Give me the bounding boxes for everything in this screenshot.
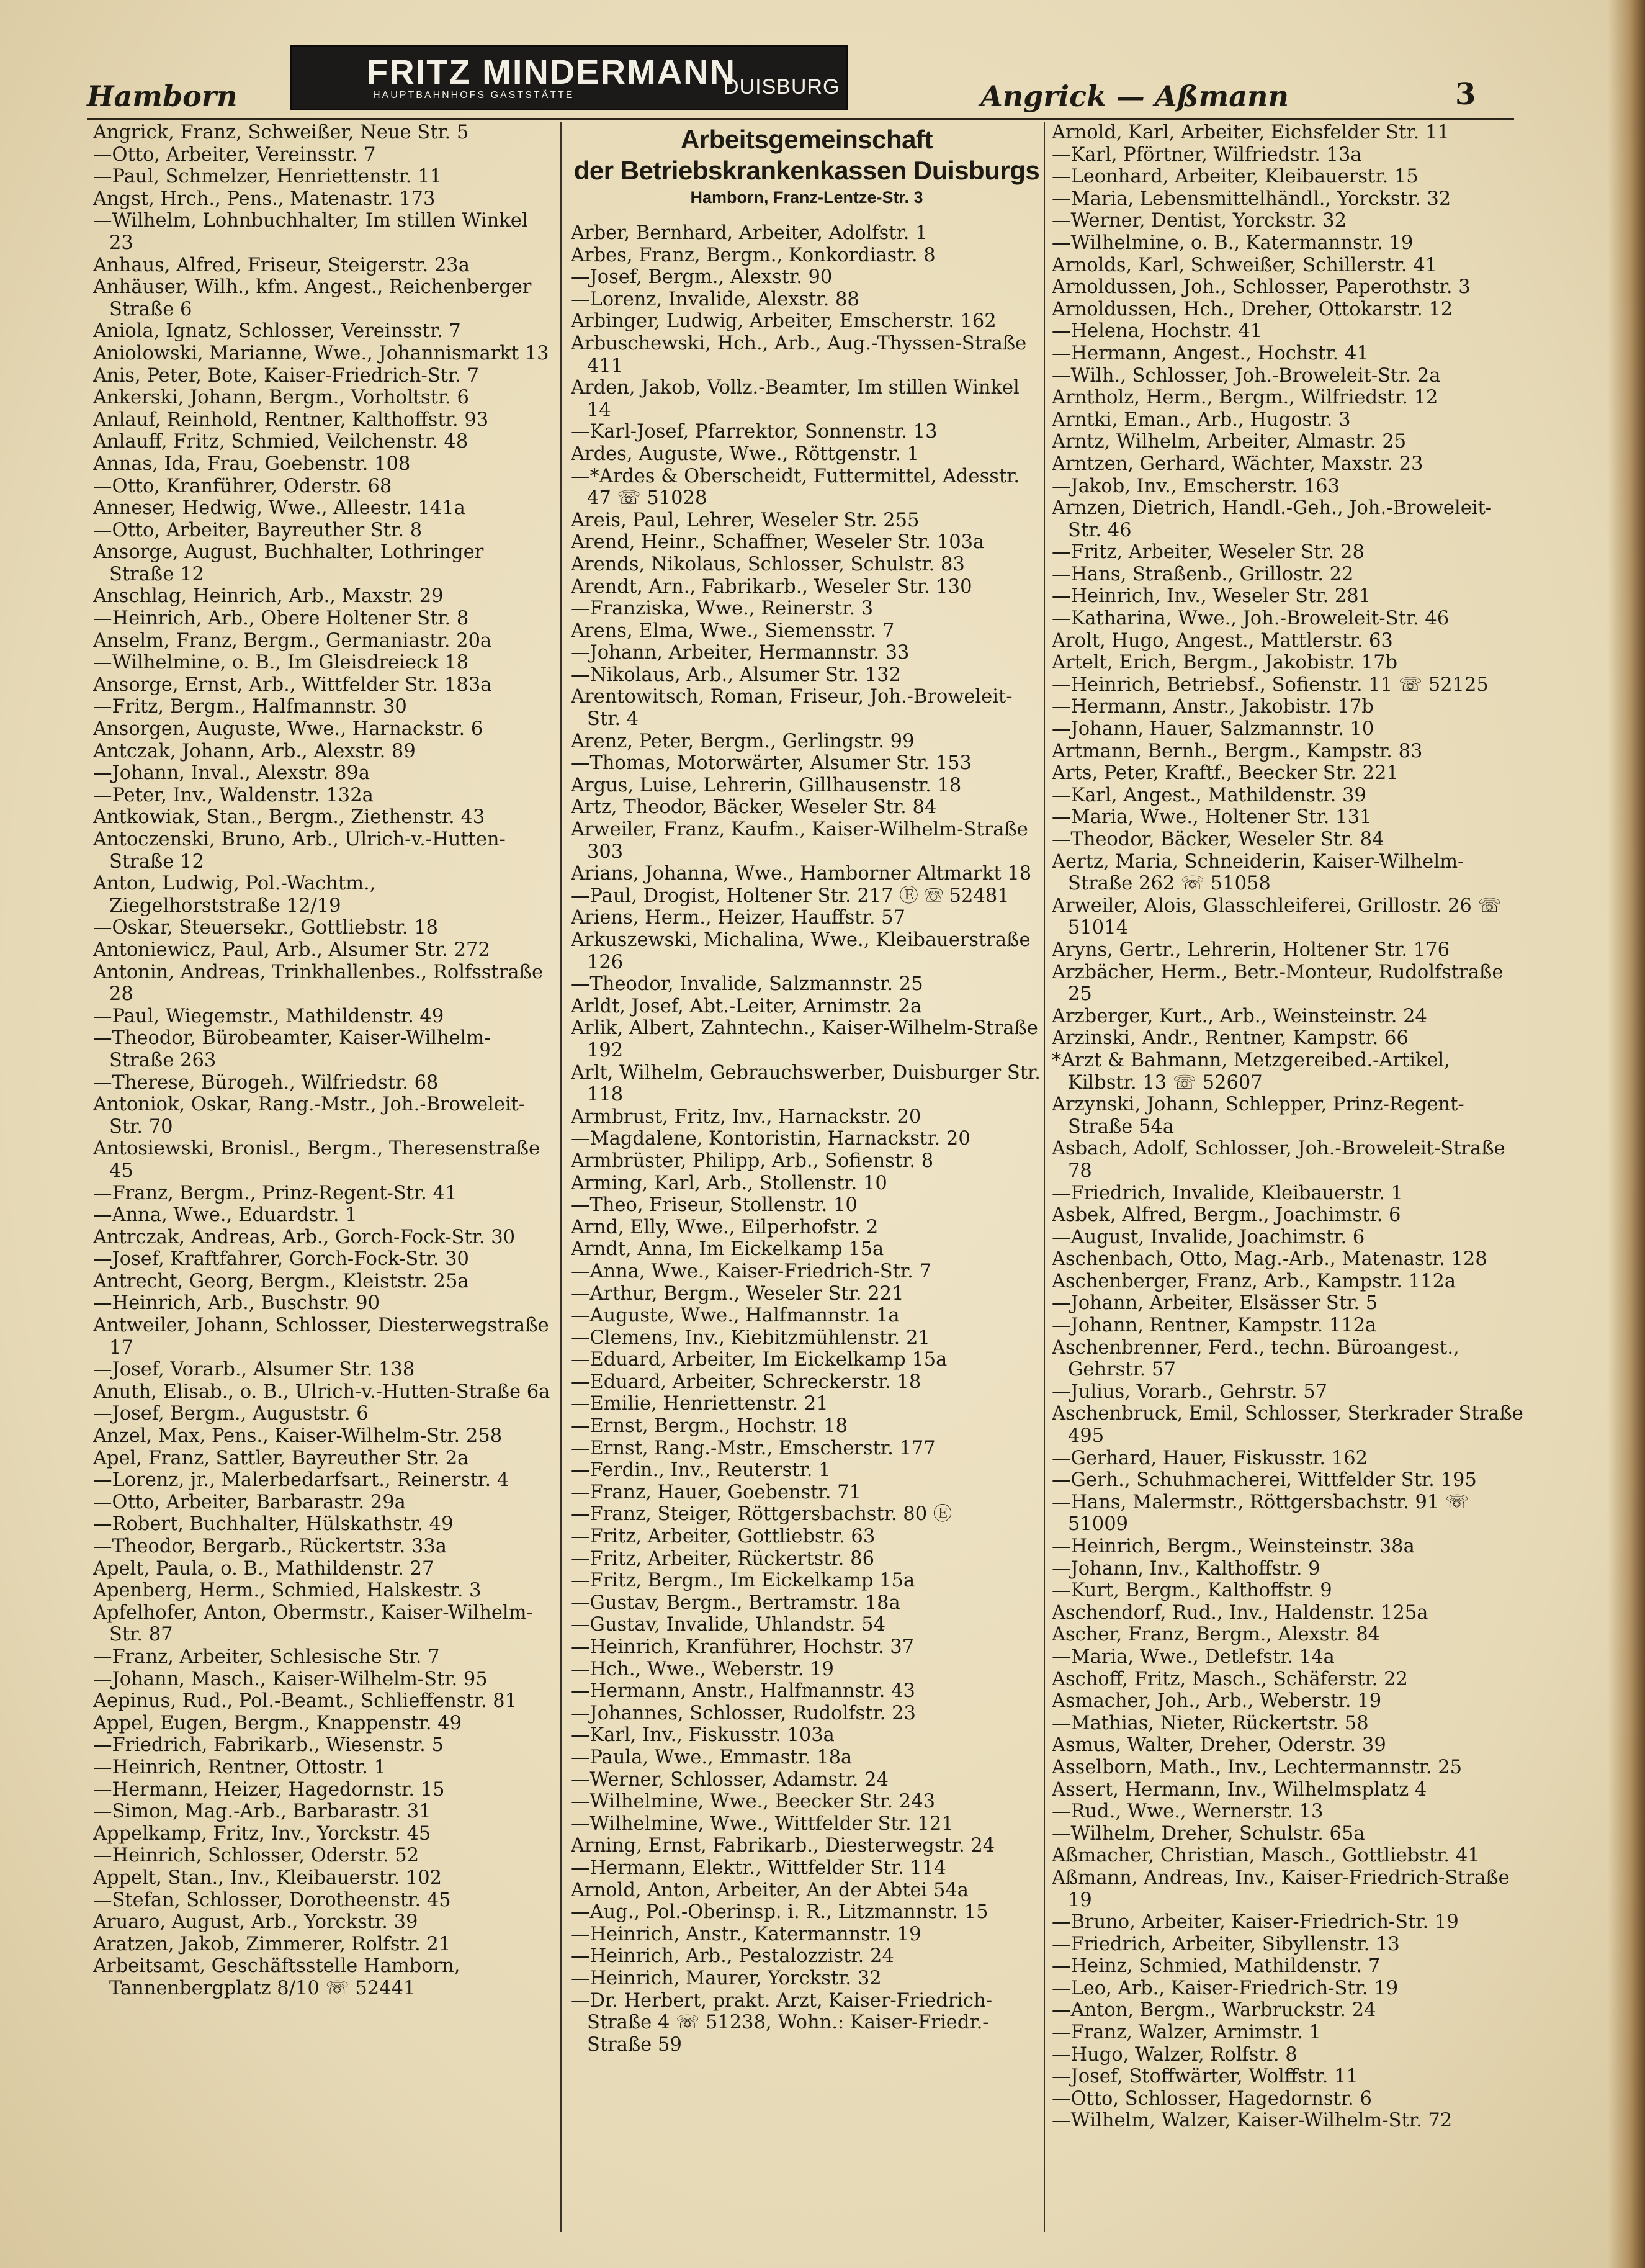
ad-subline: HAUPTBAHNHOFS GASTSTÄTTE — [373, 90, 575, 101]
directory-entry: Appelt, Stan., Inv., Kleibauerstr. 102 — [93, 1866, 442, 1889]
directory-entry: —Otto, Arbeiter, Barbarastr. 29a — [93, 1491, 406, 1513]
directory-entry: —Wilhelm, Walzer, Kaiser-Wilhelm-Str. 72 — [1052, 2110, 1453, 2132]
directory-entry: —Friedrich, Arbeiter, Sibyllenstr. 13 — [1052, 1933, 1400, 1955]
directory-entry: Aepinus, Rud., Pol.-Beamt., Schlieffenstr. 81 — [93, 1690, 518, 1712]
directory-entry: Arzinski, Andr., Rentner, Kampstr. 66 — [1052, 1027, 1409, 1050]
directory-entry: —Theodor, Invalide, Salzmannstr. 25 — [571, 973, 923, 996]
directory-entry: Anuth, Elisab., o. B., Ulrich-v.-Hutten-Straße 6a — [93, 1380, 550, 1403]
directory-entry: Arndt, Anna, Im Eickelkamp 15a — [571, 1238, 884, 1261]
directory-entry: Argus, Luise, Lehrerin, Gillhausenstr. 18 — [571, 774, 962, 796]
directory-entry: —Wilh., Schlosser, Joh.-Broweleit-Str. 2a — [1052, 364, 1441, 387]
directory-entry: Antosiewski, Bronisl., Bergm., Theresenstraße 45 — [93, 1138, 540, 1182]
directory-entry: Arendt, Arn., Fabrikarb., Weseler Str. 130 — [571, 575, 972, 598]
directory-entry: —Ernst, Rang.-Mstr., Emscherstr. 177 — [571, 1437, 936, 1459]
directory-entry: —Werner, Schlosser, Adamstr. 24 — [571, 1768, 889, 1791]
directory-entry: Artmann, Bernh., Bergm., Kampstr. 83 — [1052, 740, 1423, 762]
directory-entry: Arbes, Franz, Bergm., Konkordiastr. 8 — [571, 244, 936, 266]
directory-entry: Anzel, Max, Pens., Kaiser-Wilhelm-Str. 258 — [93, 1425, 503, 1447]
column-1 — [93, 122, 552, 2244]
directory-entry: —Johann, Inval., Alexstr. 89a — [93, 762, 370, 785]
directory-entry: Ansorge, August, Buchhalter, Lothringer Straße 12 — [93, 541, 484, 585]
directory-entry: Antczak, Johann, Arb., Alexstr. 89 — [93, 740, 416, 762]
directory-entry: —Peter, Inv., Waldenstr. 132a — [93, 784, 374, 806]
directory-entry: —Auguste, Wwe., Halfmannstr. 1a — [571, 1305, 900, 1327]
directory-entry: —Karl, Inv., Fiskusstr. 103a — [571, 1724, 835, 1747]
directory-entry: Aschendorf, Rud., Inv., Haldenstr. 125a — [1052, 1601, 1428, 1624]
directory-entry: —Karl, Pförtner, Wilfriedstr. 13a — [1052, 143, 1362, 166]
directory-entry: Arnolds, Karl, Schweißer, Schillerstr. 41 — [1052, 254, 1438, 276]
directory-entry: —Eduard, Arbeiter, Im Eickelkamp 15a — [571, 1349, 948, 1371]
directory-entry: *Arzt & Bahmann, Metzgereibed.-Artikel, Kilbstr. 13 ☏ 52607 — [1052, 1049, 1451, 1094]
directory-entry: Apel, Franz, Sattler, Bayreuther Str. 2a — [93, 1447, 469, 1469]
directory-entry: Aertz, Maria, Schneiderin, Kaiser-Wilhelm-Straße 262 ☏ 51058 — [1052, 850, 1464, 895]
directory-entry: Arnoldussen, Hch., Dreher, Ottokarstr. 12 — [1052, 298, 1453, 320]
directory-entry: —Theodor, Bergarb., Rückertstr. 33a — [93, 1536, 447, 1557]
directory-entry: —Paula, Wwe., Emmastr. 18a — [571, 1746, 853, 1768]
column-2 — [571, 122, 1042, 2244]
notice-address: Hamborn, Franz-Lentze-Str. 3 — [690, 188, 923, 207]
directory-entry: —Anna, Wwe., Kaiser-Friedrich-Str. 7 — [571, 1260, 931, 1282]
directory-entry: Arnzen, Dietrich, Handl.-Geh., Joh.-Broweleit-Str. 46 — [1052, 497, 1492, 541]
directory-entry: Aßmann, Andreas, Inv., Kaiser-Friedrich-Straße 19 — [1052, 1866, 1510, 1911]
directory-entry: Artelt, Erich, Bergm., Jakobistr. 17b — [1052, 652, 1397, 674]
directory-entry: —Oskar, Steuersekr., Gottliebstr. 18 — [93, 917, 439, 939]
directory-entry: —Johann, Masch., Kaiser-Wilhelm-Str. 95 — [93, 1668, 488, 1690]
directory-entry: —Hermann, Elektr., Wittfelder Str. 114 — [571, 1856, 946, 1879]
directory-entry: Antrecht, Georg, Bergm., Kleiststr. 25a — [93, 1270, 469, 1292]
directory-entry: —Heinrich, Anstr., Katermannstr. 19 — [571, 1923, 921, 1945]
directory-entry: —Hans, Malermstr., Röttgersbachstr. 91 ☏ 51009 — [1052, 1491, 1469, 1536]
directory-entry: Arweiler, Alois, Glasschleiferei, Grillostr. 26 ☏ 51014 — [1052, 894, 1502, 939]
directory-entry: —Thomas, Motorwärter, Alsumer Str. 153 — [571, 752, 972, 775]
header-left-title: Hamborn — [87, 79, 238, 113]
directory-entry: Arntz, Wilhelm, Arbeiter, Almastr. 25 — [1052, 431, 1407, 453]
directory-entry: —Heinrich, Maurer, Yorckstr. 32 — [571, 1967, 882, 1989]
directory-entry: —Heinrich, Kranführer, Hochstr. 37 — [571, 1636, 915, 1658]
directory-entry: Aschenbach, Otto, Mag.-Arb., Matenastr. 128 — [1052, 1248, 1487, 1271]
directory-entry: —Dr. Herbert, prakt. Arzt, Kaiser-Friedrich-Straße 4 ☏ 51238, Wohn.: Kaiser-Friedr.-Straße 59 — [571, 1989, 993, 2056]
directory-entry: —Heinrich, Rentner, Ottostr. 1 — [93, 1756, 387, 1778]
directory-entry: —Maria, Wwe., Detlefstr. 14a — [1052, 1645, 1335, 1668]
directory-entry: Arends, Nikolaus, Schlosser, Schulstr. 83 — [571, 553, 965, 575]
directory-entry: —Josef, Bergm., Alexstr. 90 — [571, 266, 833, 289]
directory-entry: Arenz, Peter, Bergm., Gerlingstr. 99 — [571, 730, 915, 752]
directory-entry: —Wilhelmine, Wwe., Beecker Str. 243 — [571, 1791, 936, 1813]
directory-entry: —Werner, Dentist, Yorckstr. 32 — [1052, 210, 1347, 232]
directory-entry: —Katharina, Wwe., Joh.-Broweleit-Str. 46 — [1052, 608, 1450, 630]
directory-entry: Arlt, Wilhelm, Gebrauchswerber, Duisburger Str. 118 — [571, 1061, 1041, 1106]
directory-entry: Ansorgen, Auguste, Wwe., Harnackstr. 6 — [93, 718, 483, 740]
header-right-title: Angrick — Aßmann — [980, 79, 1289, 113]
directory-entry: Antonin, Andreas, Trinkhallenbes., Rolfsstraße 28 — [93, 961, 544, 1006]
directory-entry: Arning, Ernst, Fabrikarb., Diesterwegstr. 24 — [571, 1835, 995, 1857]
directory-entry: Asbek, Alfred, Bergm., Joachimstr. 6 — [1052, 1204, 1401, 1226]
directory-entry: Anhaus, Alfred, Friseur, Steigerstr. 23a — [93, 254, 470, 276]
directory-entry: Aruaro, August, Arb., Yorckstr. 39 — [93, 1911, 418, 1933]
directory-entry: Ansorge, Ernst, Arb., Wittfelder Str. 183a — [93, 673, 492, 696]
directory-entry: Anis, Peter, Bote, Kaiser-Friedrich-Str. 7 — [93, 364, 479, 387]
directory-entry: Anneser, Hedwig, Wwe., Alleestr. 141a — [93, 497, 465, 520]
directory-entry: Antweiler, Johann, Schlosser, Diesterwegstraße 17 — [93, 1315, 549, 1359]
column-divider — [1044, 122, 1045, 2232]
directory-entry: —Maria, Lebensmittelhändl., Yorckstr. 32 — [1052, 187, 1451, 210]
directory-entry: —Emilie, Henriettenstr. 21 — [571, 1393, 828, 1415]
directory-entry: —Josef, Vorarb., Alsumer Str. 138 — [93, 1359, 415, 1381]
directory-entry: Ardes, Auguste, Wwe., Röttgenstr. 1 — [571, 443, 919, 465]
directory-entry: —Wilhelm, Lohnbuchhalter, Im stillen Winkel 23 — [93, 210, 528, 254]
advertisement-banner — [290, 45, 848, 110]
directory-entry: —Franz, Bergm., Prinz-Regent-Str. 41 — [93, 1182, 457, 1204]
directory-entry: —Heinrich, Inv., Weseler Str. 281 — [1052, 585, 1371, 608]
directory-entry: —Heinrich, Betriebsf., Sofienstr. 11 ☏ 52125 — [1052, 673, 1489, 696]
directory-entry: Arzberger, Kurt., Arb., Weinsteinstr. 24 — [1052, 1005, 1427, 1027]
directory-entry: Arntzen, Gerhard, Wächter, Maxstr. 23 — [1052, 452, 1423, 475]
directory-entry: —Otto, Arbeiter, Bayreuther Str. 8 — [93, 519, 423, 541]
ad-brand: FRITZ MINDERMANN — [367, 52, 737, 91]
directory-entry: —Hermann, Anstr., Halfmannstr. 43 — [571, 1680, 915, 1703]
notice-subtitle: der Betriebskrankenkassen Duisburgs — [573, 156, 1040, 185]
directory-entry: —Heinrich, Schlosser, Oderstr. 52 — [93, 1845, 419, 1867]
directory-entry: Aniolowski, Marianne, Wwe., Johannismarkt 13 — [93, 342, 549, 364]
directory-entry: —Julius, Vorarb., Gehrstr. 57 — [1052, 1380, 1328, 1403]
directory-entry: —Fritz, Bergm., Halfmannstr. 30 — [93, 696, 407, 718]
directory-entry: Arzynski, Johann, Schlepper, Prinz-Regent-Straße 54a — [1052, 1094, 1464, 1138]
directory-entry: Apelt, Paula, o. B., Mathildenstr. 27 — [93, 1557, 434, 1580]
directory-entry: Arbuschewski, Hch., Arb., Aug.-Thyssen-Straße 411 — [571, 332, 1027, 377]
directory-entry: Antoniok, Oskar, Rang.-Mstr., Joh.-Broweleit-Str. 70 — [93, 1094, 526, 1138]
directory-entry: Armbrust, Fritz, Inv., Harnackstr. 20 — [571, 1105, 921, 1128]
directory-entry: —Wilhelm, Dreher, Schulstr. 65a — [1052, 1822, 1365, 1845]
directory-entry: Artz, Theodor, Bäcker, Weseler Str. 84 — [571, 796, 937, 819]
column-divider — [560, 122, 562, 2232]
directory-entry: Arolt, Hugo, Angest., Mattlerstr. 63 — [1052, 629, 1393, 652]
directory-entry: —Franz, Arbeiter, Schlesische Str. 7 — [93, 1645, 440, 1668]
directory-entry: —Wilhelmine, o. B., Im Gleisdreieck 18 — [93, 652, 469, 674]
directory-entry: —Paul, Drogist, Holtener Str. 217 Ⓔ ☏ 52481 — [571, 884, 1010, 907]
directory-entry: Arbeitsamt, Geschäftsstelle Hamborn, Tannenbergplatz 8/10 ☏ 52441 — [93, 1955, 460, 1999]
directory-entry: Aschenbruck, Emil, Schlosser, Sterkrader Straße 495 — [1052, 1403, 1523, 1447]
directory-entry: Aniola, Ignatz, Schlosser, Vereinsstr. 7 — [93, 320, 461, 343]
directory-entry: Arntki, Eman., Arb., Hugostr. 3 — [1052, 408, 1351, 431]
directory-entry: —August, Invalide, Joachimstr. 6 — [1052, 1226, 1365, 1248]
directory-entry: —Paul, Schmelzer, Henriettenstr. 11 — [93, 166, 442, 188]
directory-entry: Asselborn, Math., Inv., Lechtermannstr. 25 — [1052, 1756, 1463, 1778]
directory-entry: —Josef, Stoffwärter, Wolffstr. 11 — [1052, 2066, 1358, 2088]
directory-entry: —Theodor, Bäcker, Weseler Str. 84 — [1052, 829, 1384, 850]
column-3 — [1052, 122, 1523, 2244]
directory-entry: —Otto, Kranführer, Oderstr. 68 — [93, 475, 392, 497]
directory-entry: —Johann, Arbeiter, Elsässer Str. 5 — [1052, 1292, 1378, 1315]
directory-entry: Aschoff, Fritz, Masch., Schäferstr. 22 — [1052, 1668, 1408, 1690]
notice-box — [571, 122, 1042, 209]
directory-entry: —Fritz, Arbeiter, Weseler Str. 28 — [1052, 541, 1365, 564]
directory-entry: Armbrüster, Philipp, Arb., Sofienstr. 8 — [571, 1150, 934, 1172]
directory-entry: —Arthur, Bergm., Weseler Str. 221 — [571, 1282, 904, 1305]
directory-entry: —Gustav, Invalide, Uhlandstr. 54 — [571, 1614, 885, 1636]
directory-entry: —Gerh., Schuhmacherei, Wittfelder Str. 195 — [1052, 1469, 1477, 1492]
directory-entry: —Otto, Schlosser, Hagedornstr. 6 — [1052, 2087, 1372, 2110]
directory-entry: —Aug., Pol.-Oberinsp. i. R., Litzmannstr. 15 — [571, 1901, 988, 1924]
directory-entry: —Anna, Wwe., Eduardstr. 1 — [93, 1204, 357, 1226]
directory-entry: —Friedrich, Fabrikarb., Wiesenstr. 5 — [93, 1734, 444, 1757]
directory-entry: Anselm, Franz, Bergm., Germaniastr. 20a — [93, 629, 492, 652]
directory-entry: Antoczenski, Bruno, Arb., Ulrich-v.-Hutten-Straße 12 — [93, 829, 506, 873]
directory-entry: —Mathias, Nieter, Rückertstr. 58 — [1052, 1712, 1369, 1734]
directory-entry: —Hch., Wwe., Weberstr. 19 — [571, 1658, 834, 1680]
directory-entry: Arweiler, Franz, Kaufm., Kaiser-Wilhelm-Straße 303 — [571, 819, 1028, 863]
directory-entry: —Magdalene, Kontoristin, Harnackstr. 20 — [571, 1128, 970, 1150]
directory-entry: —Johannes, Schlosser, Rudolfstr. 23 — [571, 1702, 916, 1724]
directory-entry: —Hermann, Anstr., Jakobistr. 17b — [1052, 696, 1374, 718]
directory-entry: Arentowitsch, Roman, Friseur, Joh.-Broweleit-Str. 4 — [571, 686, 1013, 731]
notice-title: Arbeitsgemeinschaft — [681, 125, 933, 154]
directory-entry: —Jakob, Inv., Emscherstr. 163 — [1052, 475, 1340, 497]
directory-entry: —Hermann, Angest., Hochstr. 41 — [1052, 342, 1369, 364]
directory-entry: Areis, Paul, Lehrer, Weseler Str. 255 — [571, 509, 920, 531]
directory-entry: Arbinger, Ludwig, Arbeiter, Emscherstr. 162 — [571, 310, 997, 333]
directory-entry: Arnold, Karl, Arbeiter, Eichsfelder Str. 11 — [1052, 122, 1450, 143]
directory-entry: —Josef, Kraftfahrer, Gorch-Fock-Str. 30 — [93, 1248, 469, 1271]
directory-entry: Arts, Peter, Kraftf., Beecker Str. 221 — [1052, 762, 1399, 785]
directory-entry: —Karl-Josef, Pfarrektor, Sonnenstr. 13 — [571, 421, 938, 443]
directory-entry: —Clemens, Inv., Kiebitzmühlenstr. 21 — [571, 1326, 930, 1349]
directory-entry: —*Ardes & Oberscheidt, Futtermittel, Adesstr. 47 ☏ 51028 — [571, 465, 1020, 510]
directory-entry: —Johann, Rentner, Kampstr. 112a — [1052, 1315, 1377, 1337]
directory-entry: —Lorenz, jr., Malerbedarfsart., Reinerstr. 4 — [93, 1469, 509, 1492]
directory-entry: Antkowiak, Stan., Bergm., Ziethenstr. 43 — [93, 806, 485, 829]
directory-entry: Anlauff, Fritz, Schmied, Veilchenstr. 48 — [93, 431, 468, 453]
directory-entry: —Fritz, Arbeiter, Rückertstr. 86 — [571, 1547, 874, 1570]
directory-entry: Anschlag, Heinrich, Arb., Maxstr. 29 — [93, 585, 444, 608]
directory-entry: Arkuszewski, Michalina, Wwe., Kleibauerstraße 126 — [571, 929, 1031, 973]
column-2-entries — [571, 222, 1042, 2056]
page-binding-edge — [1608, 0, 1645, 2268]
directory-entry: Appel, Eugen, Bergm., Knappenstr. 49 — [93, 1712, 462, 1734]
directory-entry: Arnoldussen, Joh., Schlosser, Paperothstr. 3 — [1052, 276, 1471, 299]
directory-entry: —Helena, Hochstr. 41 — [1052, 320, 1263, 343]
directory-entry: —Heinz, Schmied, Mathildenstr. 7 — [1052, 1955, 1381, 1978]
directory-entry: —Wilhelmine, Wwe., Wittfelder Str. 121 — [571, 1812, 954, 1835]
directory-entry: —Lorenz, Invalide, Alexstr. 88 — [571, 288, 859, 310]
directory-entry: Arlik, Albert, Zahntechn., Kaiser-Wilhelm-Straße 192 — [571, 1017, 1038, 1061]
directory-entry: —Franz, Walzer, Arnimstr. 1 — [1052, 2022, 1321, 2044]
directory-entry: —Ernst, Bergm., Hochstr. 18 — [571, 1415, 848, 1438]
directory-entry: —Johann, Hauer, Salzmannstr. 10 — [1052, 718, 1374, 740]
directory-entry: —Johann, Arbeiter, Hermannstr. 33 — [571, 642, 910, 664]
directory-entry: —Heinrich, Bergm., Weinsteinstr. 38a — [1052, 1536, 1415, 1557]
directory-entry: Arber, Bernhard, Arbeiter, Adolfstr. 1 — [571, 222, 928, 244]
directory-entry: Angrick, Franz, Schweißer, Neue Str. 5 — [93, 122, 469, 143]
directory-entry: Aryns, Gertr., Lehrerin, Holtener Str. 176 — [1052, 938, 1450, 961]
directory-entry: —Paul, Wiegemstr., Mathildenstr. 49 — [93, 1005, 444, 1027]
directory-entry: —Fritz, Bergm., Im Eickelkamp 15a — [571, 1570, 915, 1592]
directory-entry: —Therese, Bürogeh., Wilfriedstr. 68 — [93, 1071, 439, 1094]
directory-entry: Arnold, Anton, Arbeiter, An der Abtei 54a — [571, 1879, 969, 1901]
directory-entry: —Rud., Wwe., Wernerstr. 13 — [1052, 1801, 1324, 1823]
directory-entry: —Heinrich, Arb., Pestalozzistr. 24 — [571, 1945, 894, 1968]
directory-entry: —Leonhard, Arbeiter, Kleibauerstr. 15 — [1052, 166, 1419, 188]
directory-entry: —Kurt, Bergm., Kalthoffstr. 9 — [1052, 1580, 1332, 1602]
directory-entry: Anlauf, Reinhold, Rentner, Kalthoffstr. 93 — [93, 408, 489, 431]
directory-entry: Anhäuser, Wilh., kfm. Angest., Reichenberger Straße 6 — [93, 276, 532, 320]
directory-entry: Assert, Hermann, Inv., Wilhelmsplatz 4 — [1052, 1778, 1427, 1801]
directory-entry: —Franziska, Wwe., Reinerstr. 3 — [571, 598, 874, 620]
directory-entry: Aschenberger, Franz, Arb., Kampstr. 112a — [1052, 1270, 1456, 1292]
directory-entry: Arians, Johanna, Wwe., Hamborner Altmarkt 18 — [571, 863, 1032, 885]
directory-entry: —Maria, Wwe., Holtener Str. 131 — [1052, 806, 1372, 829]
directory-entry: —Karl, Angest., Mathildenstr. 39 — [1052, 784, 1366, 806]
directory-entry: —Hermann, Heizer, Hagedornstr. 15 — [93, 1778, 445, 1801]
directory-entry: Annas, Ida, Frau, Goebenstr. 108 — [93, 452, 411, 475]
directory-entry: —Hugo, Walzer, Rolfstr. 8 — [1052, 2043, 1298, 2066]
directory-entry: —Franz, Hauer, Goebenstr. 71 — [571, 1481, 861, 1503]
directory-entry: Arntholz, Herm., Bergm., Wilfriedstr. 12 — [1052, 387, 1438, 409]
directory-entry: —Heinrich, Arb., Buschstr. 90 — [93, 1292, 380, 1315]
directory-entry: Appelkamp, Fritz, Inv., Yorckstr. 45 — [93, 1822, 431, 1845]
directory-entry: —Gerhard, Hauer, Fiskusstr. 162 — [1052, 1447, 1368, 1469]
ad-city: DUISBURG — [724, 75, 840, 99]
directory-entry: Arzbächer, Herm., Betr.-Monteur, Rudolfstraße 25 — [1052, 961, 1504, 1006]
directory-entry: —Stefan, Schlosser, Dorotheenstr. 45 — [93, 1889, 451, 1911]
directory-entry: —Ferdin., Inv., Reuterstr. 1 — [571, 1459, 831, 1482]
directory-entry: Arend, Heinr., Schaffner, Weseler Str. 103a — [571, 531, 985, 554]
directory-entry: —Hans, Straßenb., Grillostr. 22 — [1052, 563, 1354, 585]
directory-entry: —Leo, Arb., Kaiser-Friedrich-Str. 19 — [1052, 1977, 1399, 1999]
directory-entry: —Gustav, Bergm., Bertramstr. 18a — [571, 1591, 900, 1614]
directory-entry: Anton, Ludwig, Pol.-Wachtm., Ziegelhorststraße 12/19 — [93, 873, 376, 917]
directory-entry: Aßmacher, Christian, Masch., Gottliebstr. 41 — [1052, 1845, 1480, 1867]
directory-entry: Ankerski, Johann, Bergm., Vorholtstr. 6 — [93, 387, 469, 409]
directory-entry: Angst, Hrch., Pens., Matenastr. 173 — [93, 187, 436, 210]
directory-entry: —Wilhelmine, o. B., Katermannstr. 19 — [1052, 232, 1414, 254]
directory-entry: Arnd, Elly, Wwe., Eilperhofstr. 2 — [571, 1216, 879, 1238]
directory-entry: —Johann, Inv., Kalthoffstr. 9 — [1052, 1557, 1320, 1580]
directory-entry: Asbach, Adolf, Schlosser, Joh.-Broweleit-Straße 78 — [1052, 1138, 1505, 1182]
directory-entry: —Theo, Friseur, Stollenstr. 10 — [571, 1194, 858, 1217]
directory-entry: —Robert, Buchhalter, Hülskathstr. 49 — [93, 1513, 454, 1536]
directory-entry: Aschenbrenner, Ferd., techn. Büroangest., Gehrstr. 57 — [1052, 1336, 1459, 1381]
directory-entry: —Franz, Steiger, Röttgersbachstr. 80 Ⓔ — [571, 1503, 952, 1526]
directory-entry: Aratzen, Jakob, Zimmerer, Rolfstr. 21 — [93, 1933, 451, 1955]
directory-entry: Arldt, Josef, Abt.-Leiter, Arnimstr. 2a — [571, 995, 922, 1017]
directory-entry: Arming, Karl, Arb., Stollenstr. 10 — [571, 1172, 887, 1194]
directory-entry: —Josef, Bergm., Auguststr. 6 — [93, 1403, 369, 1425]
directory-entry: —Nikolaus, Arb., Alsumer Str. 132 — [571, 664, 901, 686]
page-number: 3 — [1455, 77, 1476, 112]
directory-entry: —Heinrich, Arb., Obere Holtener Str. 8 — [93, 608, 469, 630]
directory-entry: Asmus, Walter, Dreher, Oderstr. 39 — [1052, 1734, 1386, 1757]
directory-entry: —Eduard, Arbeiter, Schreckerstr. 18 — [571, 1370, 921, 1393]
directory-entry: —Simon, Mag.-Arb., Barbarastr. 31 — [93, 1801, 431, 1823]
directory-entry: Arens, Elma, Wwe., Siemensstr. 7 — [571, 619, 895, 642]
directory-entry: Asmacher, Joh., Arb., Weberstr. 19 — [1052, 1690, 1382, 1712]
directory-entry: —Anton, Bergm., Warbruckstr. 24 — [1052, 1999, 1376, 2022]
directory-entry: —Theodor, Bürobeamter, Kaiser-Wilhelm-Straße 263 — [93, 1027, 491, 1071]
directory-entry: —Fritz, Arbeiter, Gottliebstr. 63 — [571, 1526, 876, 1548]
directory-entry: Antrczak, Andreas, Arb., Gorch-Fock-Str. 30 — [93, 1226, 516, 1248]
directory-entry: Arden, Jakob, Vollz.-Beamter, Im stillen Winkel 14 — [571, 377, 1020, 421]
directory-entry: Apenberg, Herm., Schmied, Halskestr. 3 — [93, 1580, 482, 1602]
directory-entry: Apfelhofer, Anton, Obermstr., Kaiser-Wilhelm-Str. 87 — [93, 1601, 533, 1646]
directory-entry: Antoniewicz, Paul, Arb., Alsumer Str. 272 — [93, 938, 490, 961]
directory-entry: —Bruno, Arbeiter, Kaiser-Friedrich-Str. 19 — [1052, 1911, 1459, 1933]
directory-entry: —Friedrich, Invalide, Kleibauerstr. 1 — [1052, 1182, 1403, 1204]
directory-entry: Ariens, Herm., Heizer, Hauffstr. 57 — [571, 907, 905, 929]
directory-entry: —Otto, Arbeiter, Vereinsstr. 7 — [93, 143, 376, 166]
directory-entry: Ascher, Franz, Bergm., Alexstr. 84 — [1052, 1624, 1381, 1646]
header-rule — [87, 118, 1514, 120]
